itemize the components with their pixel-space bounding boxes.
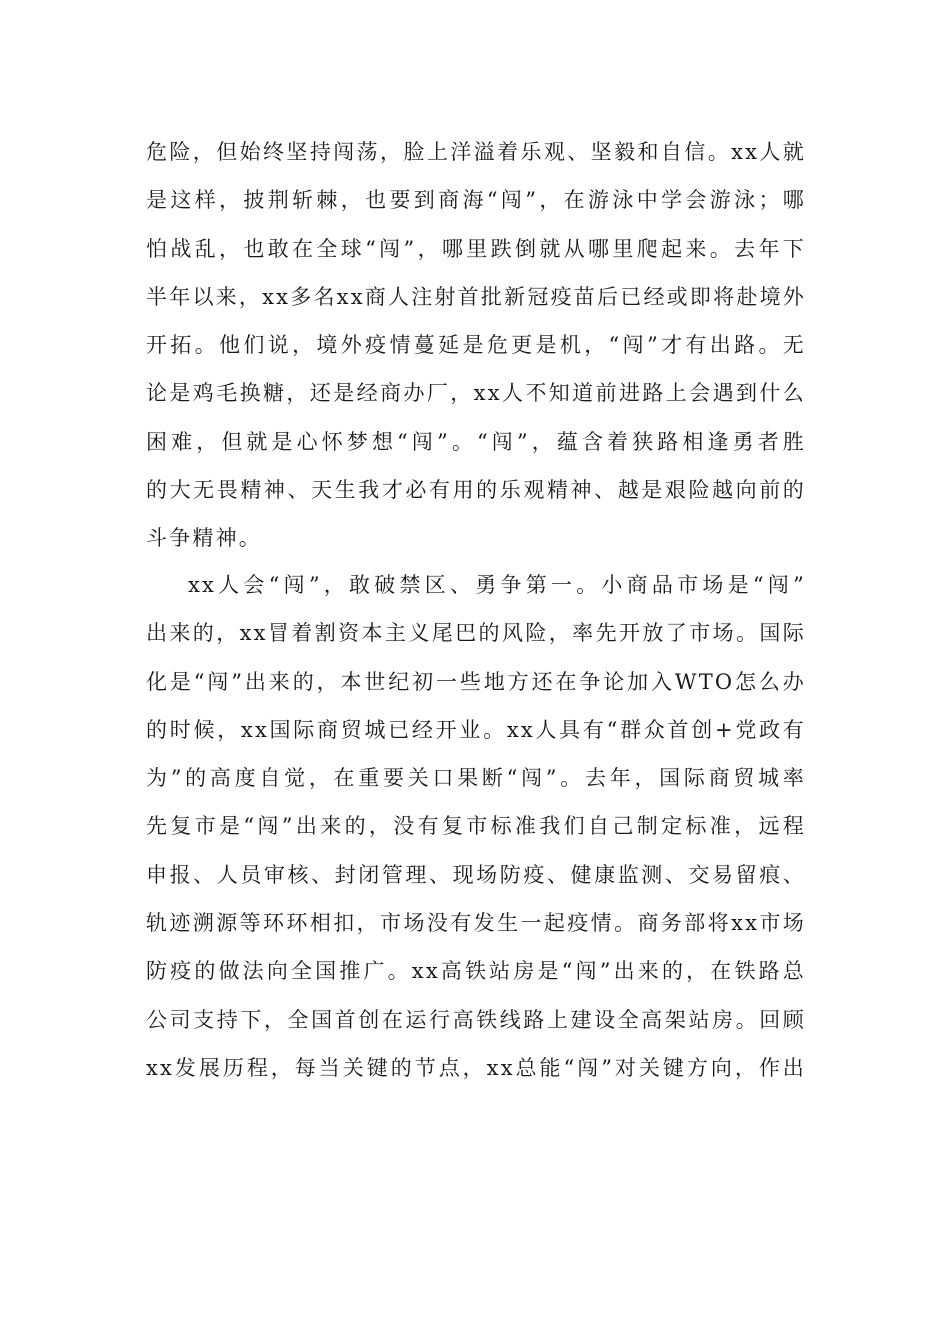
text-line: 申报、人员审核、封闭管理、现场防疫、健康监测、交易留痕、 (146, 862, 806, 887)
text-line: 先复市是“闯”出来的，没有复市标准我们自己制定标准，远程 (146, 814, 806, 839)
text-line: 出来的，xx冒着割资本主义尾巴的风险，率先开放了市场。国际 (146, 621, 806, 646)
text-line: 困难，但就是心怀梦想“闯”。“闯”，蕴含着狭路相逢勇者胜 (146, 429, 806, 454)
paragraph-1 (146, 132, 806, 567)
text-line: xx发展历程，每当关键的节点，xx总能“闯”对关键方向，作出 (146, 1055, 806, 1080)
text-line: 开拓。他们说，境外疫情蔓延是危更是机，“闯”才有出路。无 (146, 333, 806, 358)
text-line: 化是“闯”出来的，本世纪初一些地方还在争论加入WTO怎么办 (146, 669, 806, 694)
text-line: 论是鸡毛换糖，还是经商办厂，xx人不知道前进路上会遇到什么 (146, 381, 806, 406)
text-line: 为”的高度自觉，在重要关口果断“闯”。去年，国际商贸城率 (146, 766, 806, 791)
text-line: 危险，但始终坚持闯荡，脸上洋溢着乐观、坚毅和自信。xx人就 (146, 140, 806, 164)
text-line: 公司支持下，全国首创在运行高铁线路上建设全高架站房。回顾 (146, 1007, 806, 1032)
text-line: 是这样，披荆斩棘，也要到商海“闯”，在游泳中学会游泳；哪 (146, 188, 806, 213)
text-line: 半年以来，xx多名xx商人注射首批新冠疫苗后已经或即将赴境外 (146, 284, 806, 309)
text-line: 防疫的做法向全国推广。xx高铁站房是“闯”出来的，在铁路总 (146, 959, 806, 984)
text-line: 斗争精神。 (146, 526, 262, 551)
text-line: 轨迹溯源等环环相扣，市场没有发生一起疫情。商务部将xx市场 (146, 911, 806, 936)
text-line: 的时候，xx国际商贸城已经开业。xx人具有“群众首创+党政有 (146, 717, 806, 742)
text-line: 的大无畏精神、天生我才必有用的乐观精神、越是艰险越向前的 (146, 478, 806, 503)
text-line: xx人会“闯”，敢破禁区、勇争第一。小商品市场是“闯” (188, 573, 806, 597)
paragraph-2 (146, 565, 806, 1096)
text-line: 怕战乱，也敢在全球“闯”，哪里跌倒就从哪里爬起来。去年下 (146, 236, 806, 261)
